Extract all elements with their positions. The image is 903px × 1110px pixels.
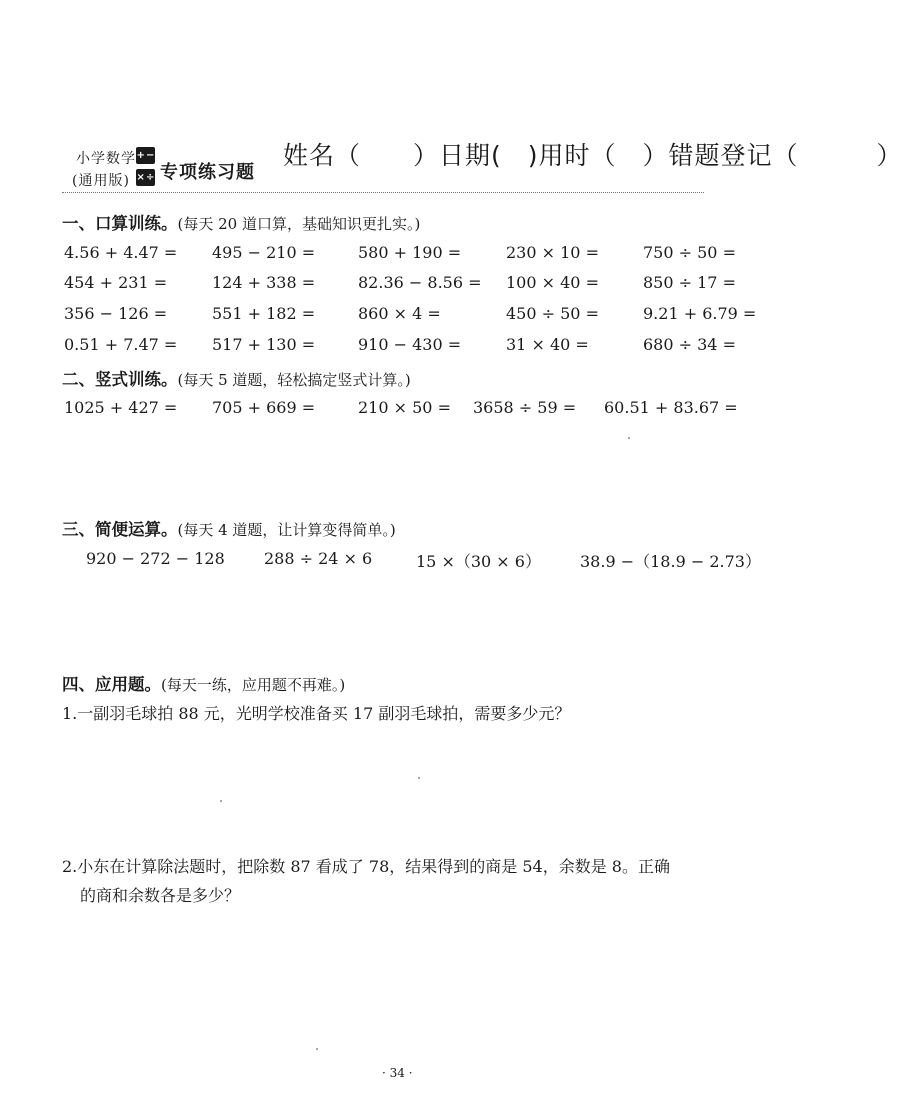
simplify-problem-2: 288 ÷ 24 × 6 bbox=[264, 549, 373, 568]
mental-problem-r1c5: 750 ÷ 50 = bbox=[643, 243, 736, 262]
vertical-problem-5: 60.51 + 83.67 = bbox=[604, 398, 738, 417]
header-divider bbox=[62, 192, 704, 193]
section2-title: 二、竖式训练。 bbox=[62, 370, 178, 389]
word-problem-2-line2: 的商和余数各是多少？ bbox=[80, 886, 241, 905]
word-problem-1: 1.一副羽毛球拍 88 元，光明学校准备买 17 副羽毛球拍，需要多少元？ bbox=[62, 704, 571, 723]
mental-problem-r4c5: 680 ÷ 34 = bbox=[643, 335, 736, 354]
section4-title: 四、应用题。 bbox=[62, 675, 161, 694]
mental-problem-r3c1: 356 − 126 = bbox=[64, 304, 168, 323]
scan-speck bbox=[220, 800, 222, 802]
vertical-problem-4: 3658 ÷ 59 = bbox=[473, 398, 577, 417]
mental-problem-r1c2: 495 − 210 = bbox=[212, 243, 316, 262]
minus-glyph: − bbox=[146, 150, 155, 161]
scan-speck bbox=[628, 437, 630, 439]
mental-problem-r2c5: 850 ÷ 17 = bbox=[643, 273, 736, 292]
plus-glyph: + bbox=[136, 150, 145, 161]
vertical-problem-2: 705 + 669 = bbox=[212, 398, 316, 417]
mental-problem-r3c2: 551 + 182 = bbox=[212, 304, 316, 323]
mental-problem-r2c2: 124 + 338 = bbox=[212, 273, 316, 292]
section3-note: (每天 4 道题，让计算变得简单。) bbox=[177, 521, 396, 539]
page-number: · 34 · bbox=[382, 1066, 413, 1080]
mental-problem-r2c1: 454 + 231 = bbox=[64, 273, 168, 292]
scan-speck bbox=[418, 777, 420, 779]
simplify-problem-4: 38.9 −（18.9 − 2.73） bbox=[580, 552, 761, 571]
mental-problem-r3c4: 450 ÷ 50 = bbox=[506, 304, 599, 323]
divide-glyph: ÷ bbox=[146, 172, 155, 183]
brand-line-2: (通用版) bbox=[72, 173, 130, 189]
vertical-problem-3: 210 × 50 = bbox=[358, 398, 451, 417]
mental-problem-r3c3: 860 × 4 = bbox=[358, 304, 441, 323]
section3-title: 三、简便运算。 bbox=[62, 520, 178, 539]
brand-line-1: 小学数学 bbox=[76, 151, 136, 167]
section1-title: 一、口算训练。 bbox=[62, 214, 178, 233]
times-glyph: × bbox=[136, 172, 145, 183]
section4-note: (每天一练，应用题不再难。) bbox=[161, 676, 346, 694]
simplify-problem-3: 15 ×（30 × 6） bbox=[416, 552, 541, 571]
mental-problem-r4c3: 910 − 430 = bbox=[358, 335, 462, 354]
section3-heading bbox=[62, 516, 396, 540]
section1-heading bbox=[62, 210, 420, 234]
times-divide-icon bbox=[136, 169, 155, 186]
mental-problem-r2c3: 82.36 − 8.56 = bbox=[358, 273, 482, 292]
section1-note: (每天 20 道口算，基础知识更扎实。) bbox=[177, 215, 421, 233]
section2-note: (每天 5 道题，轻松搞定竖式计算。) bbox=[177, 371, 411, 389]
simplify-problem-1: 920 − 272 − 128 bbox=[86, 549, 225, 568]
mental-problem-r1c4: 230 × 10 = bbox=[506, 243, 599, 262]
mental-problem-r4c2: 517 + 130 = bbox=[212, 335, 316, 354]
mental-problem-r1c3: 580 + 190 = bbox=[358, 243, 462, 262]
mental-problem-r4c1: 0.51 + 7.47 = bbox=[64, 335, 178, 354]
word-problem-2-line1: 2.小东在计算除法题时，把除数 87 看成了 78，结果得到的商是 54，余数是 8。正确 bbox=[62, 857, 670, 876]
section4-heading bbox=[62, 671, 345, 695]
vertical-problem-1: 1025 + 427 = bbox=[64, 398, 178, 417]
mental-problem-r4c4: 31 × 40 = bbox=[506, 335, 589, 354]
scan-speck bbox=[316, 1048, 318, 1050]
mental-problem-r1c1: 4.56 + 4.47 = bbox=[64, 243, 178, 262]
section2-heading bbox=[62, 366, 411, 390]
student-info-fields: 姓名（ ）日期( )用时（ ）错题登记（ ） bbox=[283, 141, 903, 170]
mental-problem-r2c4: 100 × 40 = bbox=[506, 273, 599, 292]
mental-problem-r3c5: 9.21 + 6.79 = bbox=[643, 304, 757, 323]
series-title: 专项练习题 bbox=[160, 162, 255, 183]
plus-minus-icon bbox=[136, 147, 155, 164]
